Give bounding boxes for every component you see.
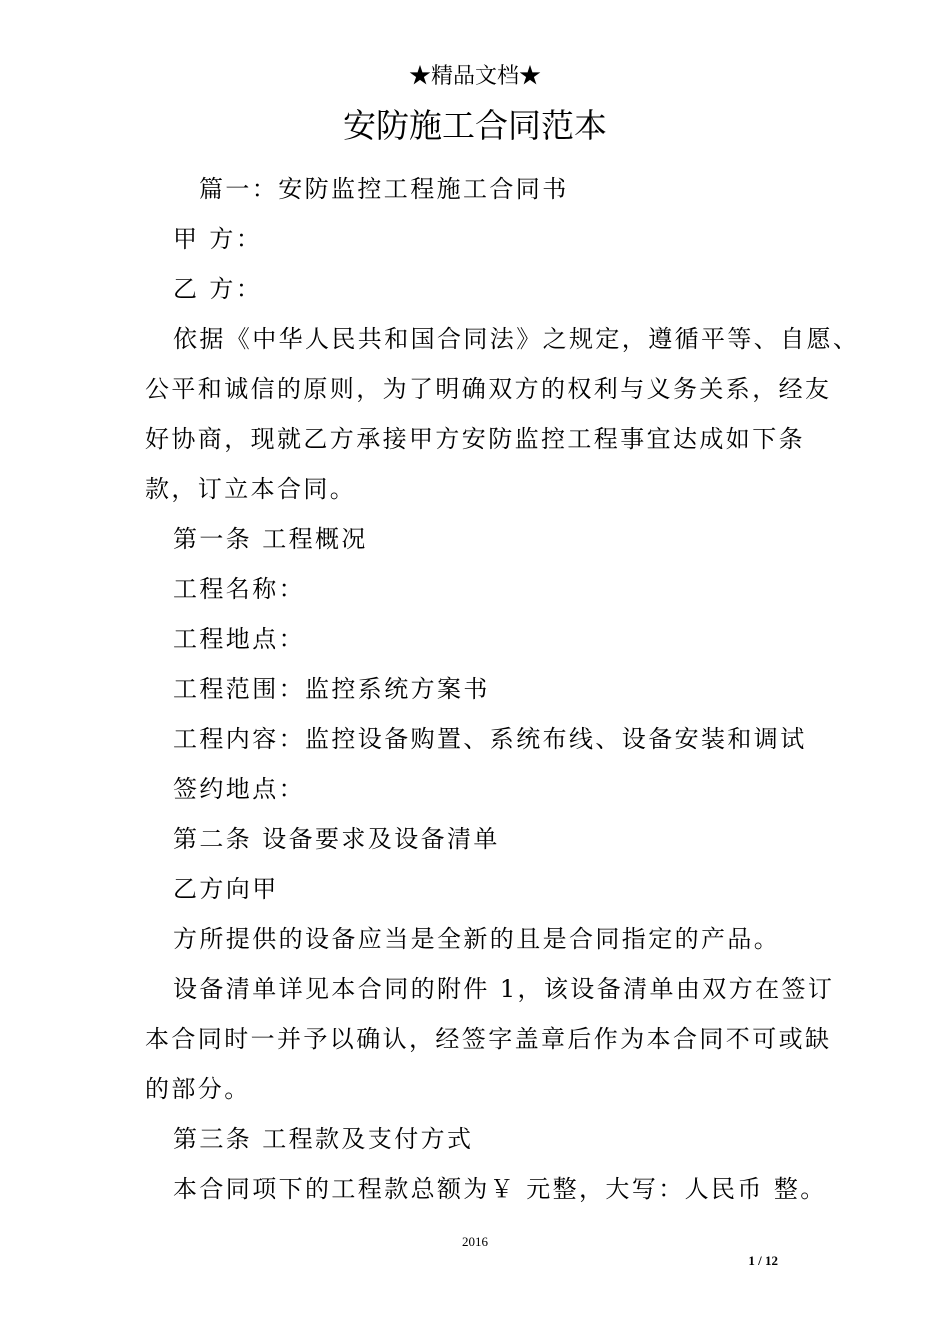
paragraph-line: 款，订立本合同。 — [145, 475, 357, 503]
section-heading: 篇一：安防监控工程施工合同书 — [199, 175, 569, 203]
article-heading: 第一条 工程概况 — [173, 525, 368, 553]
paragraph-line: 的部分。 — [145, 1075, 251, 1103]
article-heading: 第三条 工程款及支付方式 — [173, 1125, 474, 1153]
footer-year: 2016 — [462, 1234, 488, 1249]
header-mark: ★精品文档★ — [408, 64, 541, 89]
page-number: 1 / 12 — [748, 1253, 778, 1268]
field-line: 工程名称： — [173, 575, 305, 603]
field-line: 工程地点： — [173, 625, 305, 653]
document-body — [145, 164, 860, 1214]
paragraph-line: 本合同项下的工程款总额为￥ 元整，大写：人民币 整。 — [173, 1175, 827, 1203]
paragraph-line: 依据《中华人民共和国合同法》之规定，遵循平等、自愿、 — [173, 325, 860, 353]
field-line: 工程内容：监控设备购置、系统布线、设备安装和调试 — [173, 725, 807, 753]
paragraph-line: 公平和诚信的原则，为了明确双方的权利与义务关系，经友 — [145, 375, 832, 403]
party-b-line: 乙 方： — [173, 275, 263, 303]
field-line: 签约地点： — [173, 775, 305, 803]
paragraph-line: 设备清单详见本合同的附件 1，该设备清单由双方在签订 — [173, 975, 835, 1003]
party-a-line: 甲 方： — [173, 225, 263, 253]
field-line: 工程范围：监控系统方案书 — [173, 675, 490, 703]
paragraph-line: 乙方向甲 — [173, 875, 279, 903]
article-heading: 第二条 设备要求及设备清单 — [173, 825, 500, 853]
document-title: 安防施工合同范本 — [343, 106, 607, 145]
paragraph-line: 好协商，现就乙方承接甲方安防监控工程事宜达成如下条 — [145, 425, 805, 453]
paragraph-line: 本合同时一并予以确认，经签字盖章后作为本合同不可或缺 — [145, 1025, 832, 1053]
paragraph-line: 方所提供的设备应当是全新的且是合同指定的产品。 — [173, 925, 781, 953]
